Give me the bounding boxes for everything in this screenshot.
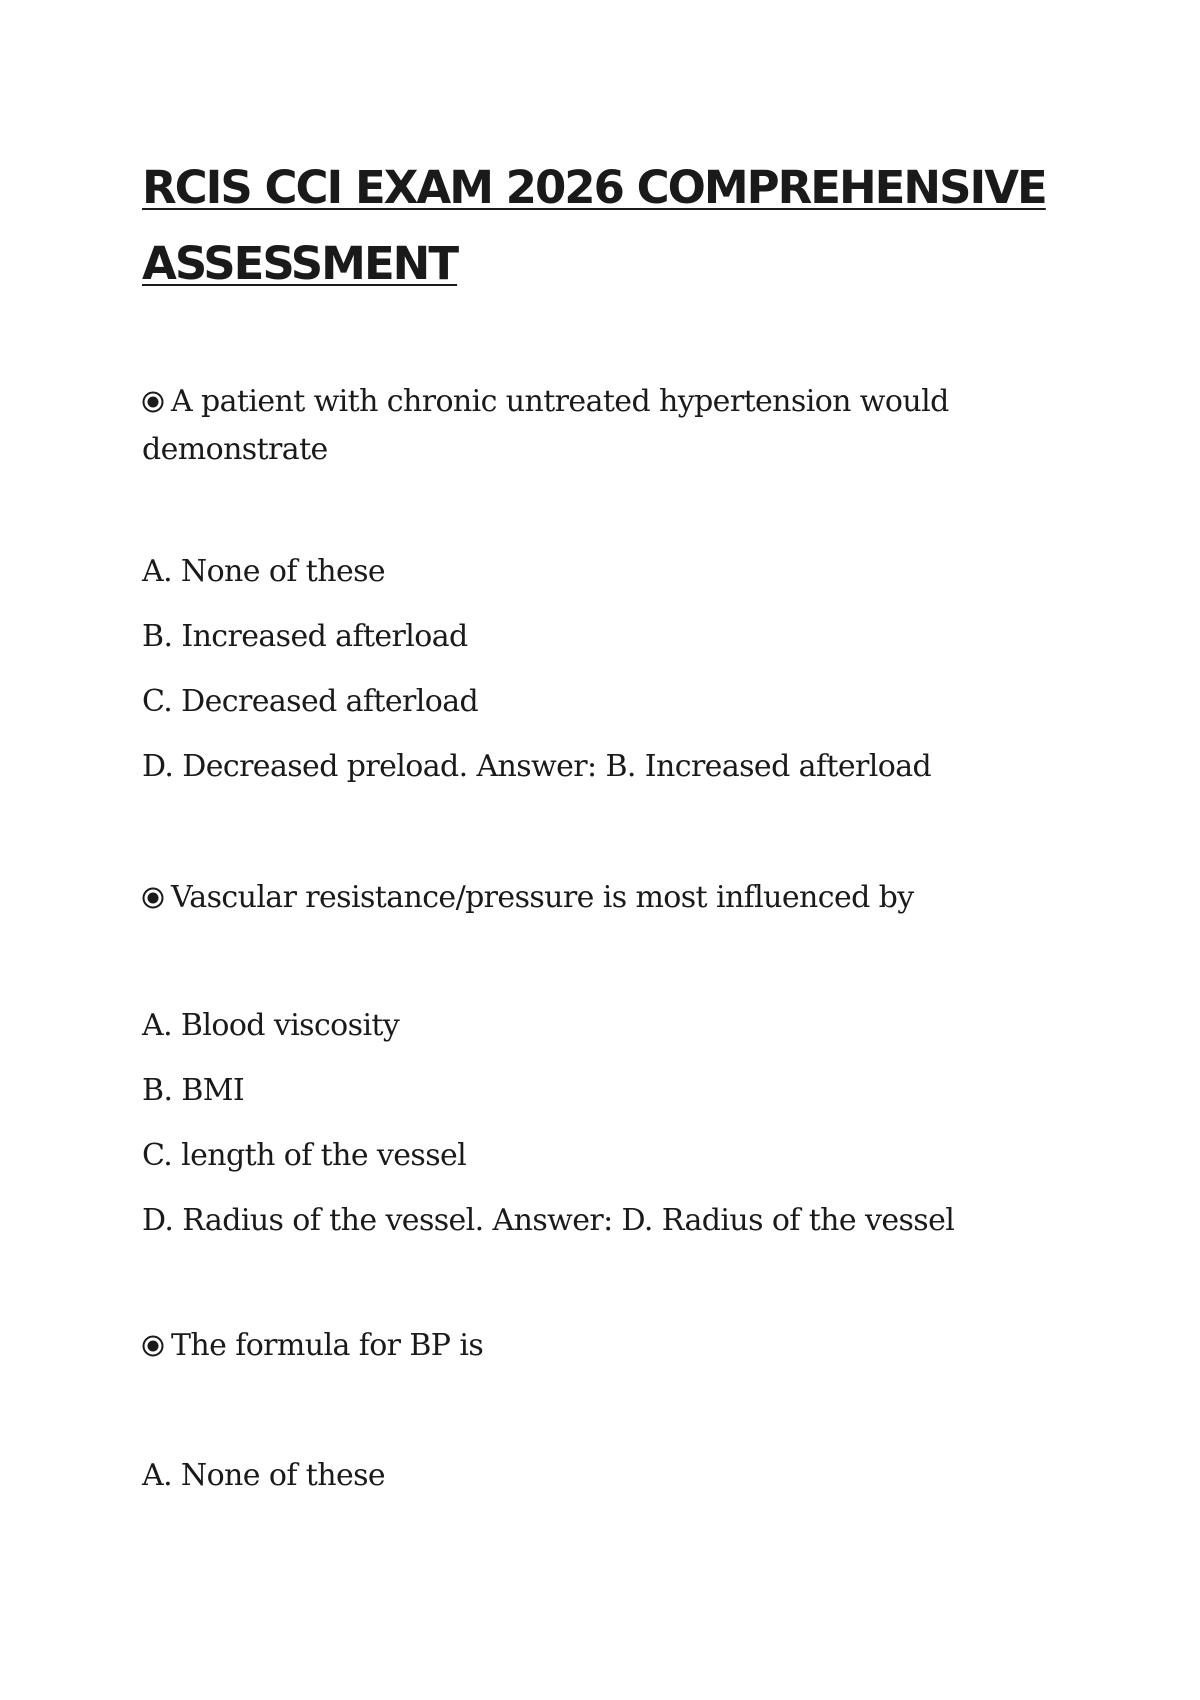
answer-option-with-answer: D. Decreased preload. Answer: B. Increased afterload [142, 749, 932, 784]
question-prompt [142, 378, 1062, 474]
answer-option: C. Decreased afterload [142, 684, 479, 719]
question-prompt [142, 874, 954, 922]
question-block [142, 874, 954, 1262]
question-text: A patient with chronic untreated hypertension would demonstrate [142, 384, 949, 467]
answer-option: B. Increased afterload [142, 619, 468, 654]
document-title: RCIS CCI EXAM 2026 COMPREHENSIVE ASSESSMENT [142, 161, 1046, 290]
radio-bullet-icon [142, 887, 164, 909]
answer-options [142, 548, 1062, 791]
answer-option-with-answer: D. Radius of the vessel. Answer: D. Radius of the vessel [142, 1203, 955, 1238]
question-text: The formula for BP is [171, 1328, 484, 1363]
answer-option: A. Blood viscosity [142, 1008, 400, 1043]
question-block [142, 1322, 483, 1517]
answer-option: A. None of these [142, 1458, 386, 1493]
radio-bullet-icon [142, 1335, 164, 1357]
answer-options [142, 1452, 483, 1500]
question-text: Vascular resistance/pressure is most influenced by [171, 880, 914, 915]
document-page [142, 150, 1062, 1493]
answer-options [142, 1002, 954, 1245]
question-block [142, 378, 1062, 808]
answer-option: C. length of the vessel [142, 1138, 467, 1173]
radio-bullet-icon [142, 391, 164, 413]
question-prompt [142, 1322, 483, 1370]
answer-option: A. None of these [142, 554, 386, 589]
answer-option: B. BMI [142, 1073, 245, 1108]
